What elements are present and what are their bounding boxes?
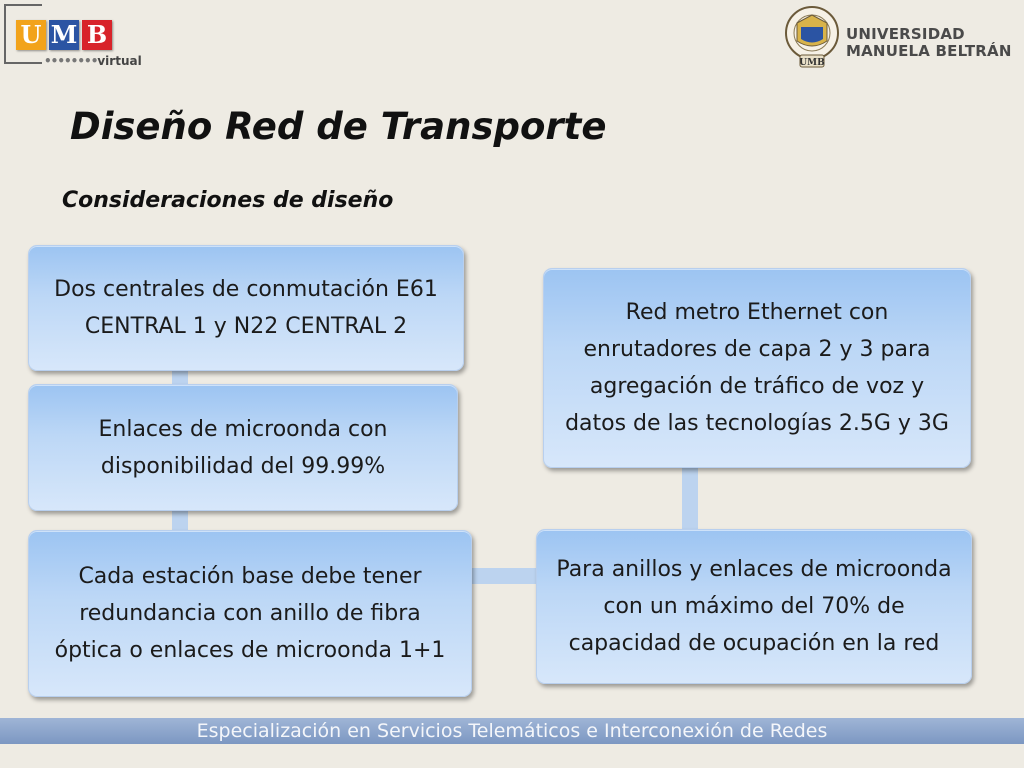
logo-letter-u: U (16, 20, 46, 50)
diagram-box-centrales: Dos centrales de conmutación E61 CENTRAL 1 y N22 CENTRAL 2 (28, 245, 464, 371)
connector-box4-box5 (682, 465, 698, 532)
footer-text: Especialización en Servicios Telemáticos e Interconexión de Redes (196, 720, 828, 742)
diagram-box-redundancia: Cada estación base debe tener redundancia con anillo de fibra óptica o enlaces de microonda 1+1 (28, 530, 472, 697)
logo-virtual-text: ••••••••virtual (44, 54, 142, 68)
university-name-line2: MANUELA BELTRÁN (846, 42, 1012, 60)
diagram-box-capacidad-ocupacion: Para anillos y enlaces de microonda con un máximo del 70% de capacidad de ocupación en la red (536, 529, 972, 684)
seal-label: UMB (799, 58, 825, 68)
logo-letter-b: B (82, 20, 112, 50)
section-subtitle: Consideraciones de diseño (62, 188, 394, 213)
diagram-box-red-metro-ethernet: Red metro Ethernet con enrutadores de capa 2 y 3 para agregación de tráfico de voz y datos de las tecnologías 2.5G y 3G (543, 268, 971, 468)
university-name-line1: UNIVERSIDAD (846, 25, 965, 43)
diagram-box-microonda-disponibilidad: Enlaces de microonda con disponibilidad del 99.99% (28, 384, 458, 511)
logo-letter-m: M (50, 20, 78, 49)
connector-box3-box5 (468, 568, 540, 584)
page-title: Diseño Red de Transporte (70, 105, 607, 148)
